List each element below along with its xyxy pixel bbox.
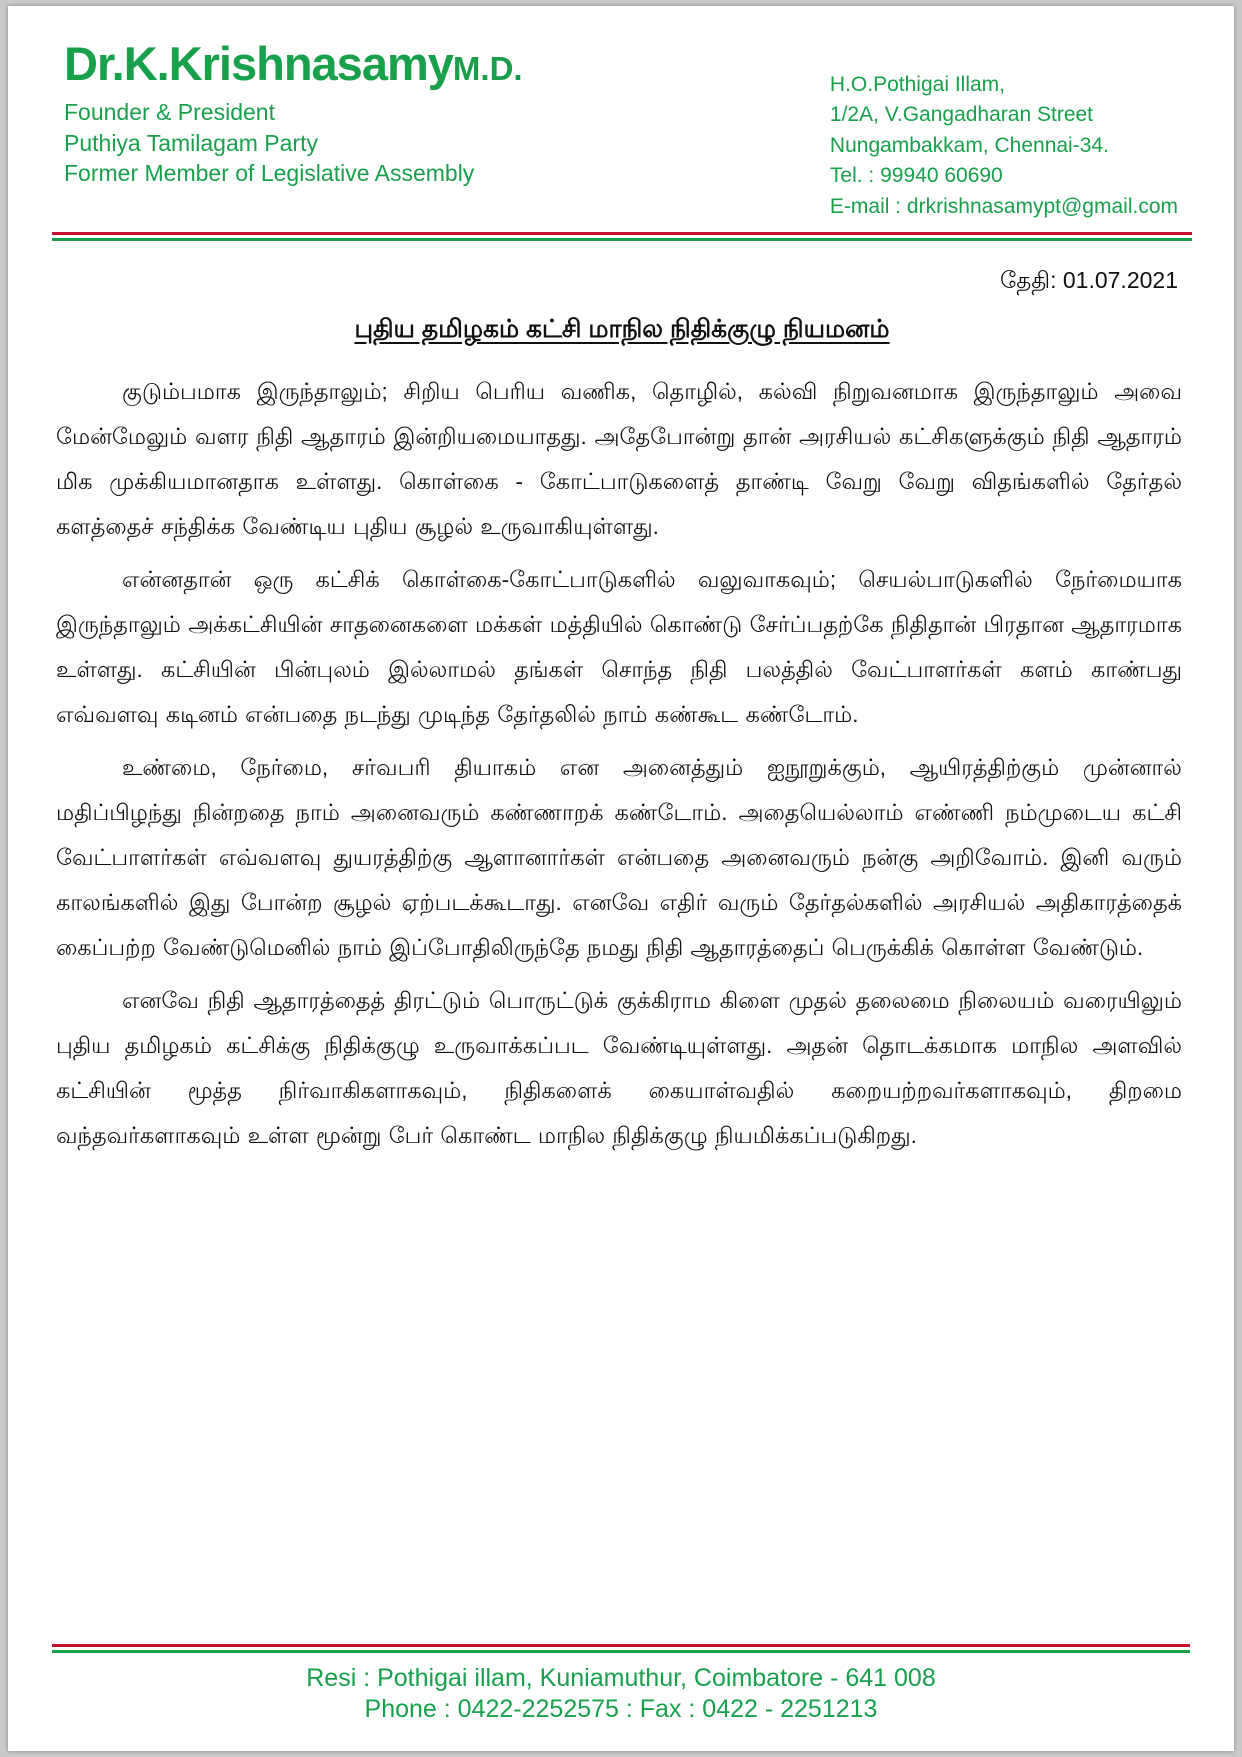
role-line-1: Founder & President: [64, 99, 275, 125]
letter-date: தேதி: 01.07.2021: [999, 267, 1178, 294]
sender-name: [64, 37, 523, 90]
footer-divider: [52, 1644, 1190, 1653]
sender-roles: [64, 97, 523, 189]
letterhead-left: [52, 37, 523, 189]
address-line-3: Nungambakkam, Chennai-34.: [829, 133, 1109, 157]
role-line-3: Former Member of Legislative Assembly: [64, 160, 475, 187]
sender-name-text: Dr.K.Krishnasamy: [64, 37, 453, 90]
paragraph: எனவே நிதி ஆதாரத்தைத் திரட்டும் பொருட்டுக் குக்கிராம கிளை முதல் தலைமை நிலையம் வரையிலும் புதிய தமிழகம் கட்சிக்கு நிதிக்குழு உருவாக்கப்பட வேண்டியுள்ளது. அதன் தொடக்கமாக மாநில அளவில் கட்சியின் மூத்த நிர்வாகிகளாகவும், நிதிகளைக் கையாள்வதில் கறையற்றவர்களாகவும், திறமை வந்தவர்களாகவும் உள்ள மூன்று பேர் கொண்ட மாநில நிதிக்குழு நியமிக்கப்படுகிறது.: [56, 988, 1182, 1149]
address-line-1: H.O.Pothigai Illam,: [829, 73, 1005, 96]
paragraph: குடும்பமாக இருந்தாலும்; சிறிய பெரிய வணிக, தொழில், கல்வி நிறுவனமாக இருந்தாலும் அவை மேன்மேலும் வளர நிதி ஆதாரம் இன்றியமையாதது. அதேபோன்று தான் அரசியல் கட்சிகளுக்கும் நிதி ஆதாரம் மிக முக்கியமானதாக உள்ளது. கொள்கை - கோட்பாடுகளைத் தாண்டி வேறு வேறு விதங்களில் தேர்தல் களத்தைச் சந்திக்க வேண்டிய புதிய சூழல் உருவாகியுள்ளது.: [56, 379, 1182, 540]
page-title: புதிய தமிழகம் கட்சி மாநில நிதிக்குழு நியமனம்: [354, 315, 890, 344]
paragraph: என்னதான் ஒரு கட்சிக் கொள்கை-கோட்பாடுகளில் வலுவாகவும்; செயல்பாடுகளில் நேர்மையாக இருந்தாலும் அக்கட்சியின் சாதனைகளை மக்கள் மத்தியில் கொண்டு சேர்ப்பதற்கே நிதிதான் பிரதான ஆதாரமாக உள்ளது. கட்சியின் பின்புலம் இல்லாமல் தங்கள் சொந்த நிதி பலத்தில் வேட்பாளர்கள் களம் காண்பது எவ்வளவு கடினம் என்பதை நடந்து முடிந்த தேர்தலில் நாம் கண்கூட கண்டோம்.: [56, 567, 1182, 728]
address-line-2: 1/2A, V.Gangadharan Street: [829, 103, 1094, 127]
letter-content: [52, 37, 1192, 1712]
phone-number: Tel. : 99940 60690: [829, 164, 1003, 188]
sender-degree: M.D.: [452, 50, 523, 87]
role-line-2: Puthiya Tamilagam Party: [64, 129, 318, 156]
letter-footer: [52, 1644, 1190, 1726]
paragraph: உண்மை, நேர்மை, சர்வபரி தியாகம் என அனைத்தும் ஐநூறுக்கும், ஆயிரத்திற்கும் முன்னால் மதிப்பிழந்து நின்றதை நாம் அனைவரும் கண்ணாறக் கண்டோம். அதையெல்லாம் எண்ணி நம்முடைய கட்சி வேட்பாளர்கள் எவ்வளவு துயரத்திற்கு ஆளானார்கள் என்பதை அனைவரும் நன்கு அறிவோம். இனி வரும் காலங்களில் இது போன்ற சூழல் ஏற்படக்கூடாது. எனவே எதிர் வரும் தேர்தல்களில் அரசியல் அதிகாரத்தைக் கைப்பற்ற வேண்டுமெனில் நாம் இப்போதிலிருந்தே நமது நிதி ஆதாரத்தைப் பெருக்கிக் கொள்ள வேண்டும்.: [56, 755, 1182, 961]
footer-contact: [52, 1663, 1190, 1726]
letter-body: [52, 369, 1192, 1158]
footer-line-1: Resi : Pothigai illam, Kuniamuthur, Coimbatore - 641 008: [306, 1663, 936, 1692]
letterhead: [52, 37, 1192, 222]
header-divider: [52, 232, 1192, 241]
letterhead-contact: [830, 40, 1192, 222]
footer-line-2: Phone : 0422-2252575 : Fax : 0422 - 2251213: [364, 1694, 878, 1723]
email-address: E-mail : drkrishnasamypt@gmail.com: [829, 194, 1178, 218]
letter-page: [8, 6, 1234, 1751]
